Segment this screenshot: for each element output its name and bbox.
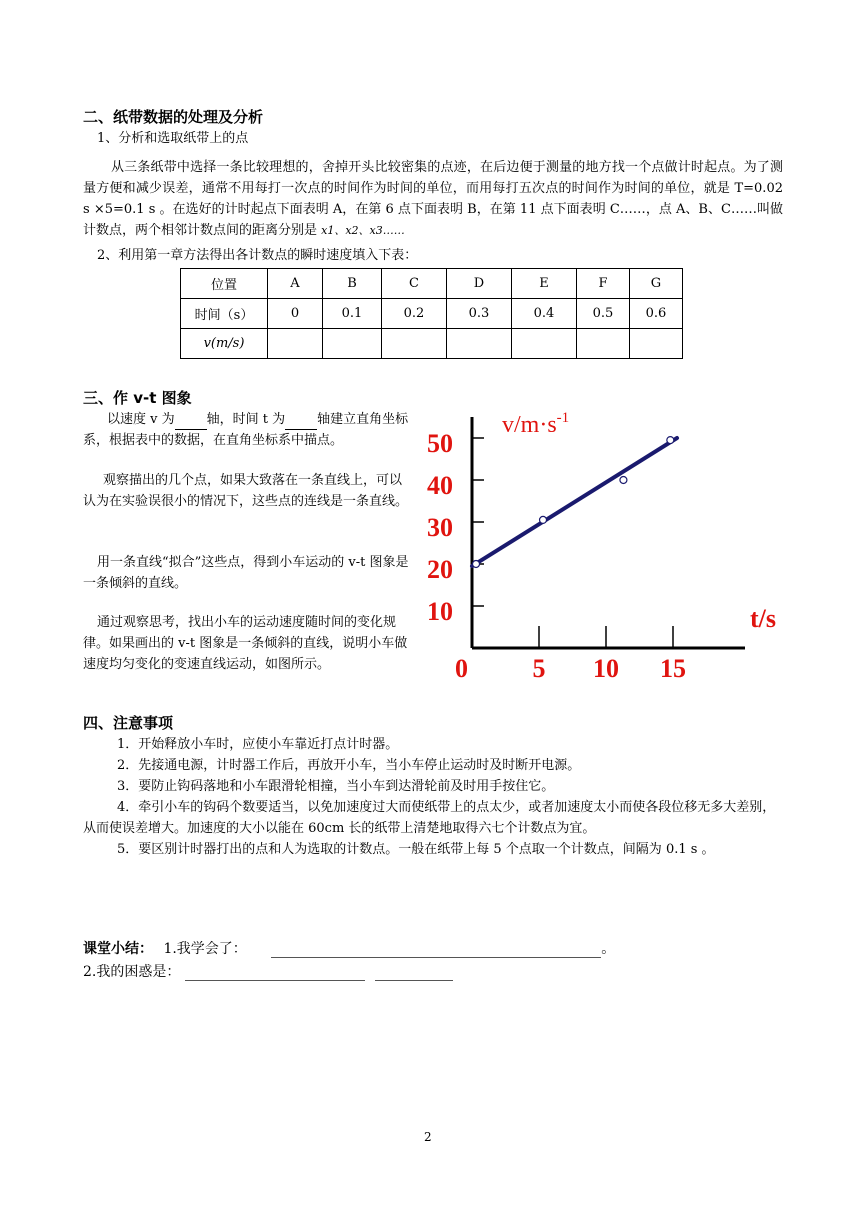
x-tick-label: 10 xyxy=(593,654,619,683)
blank-line xyxy=(285,415,317,430)
note-item: 3．要防止钩码落地和小车跟滑轮相撞，当小车到达滑轮前及时用手按住它。 xyxy=(117,779,555,794)
table-cell: 0.3 xyxy=(447,299,512,329)
summary-line1 xyxy=(83,938,615,958)
table-cell xyxy=(323,329,382,359)
data-point xyxy=(473,561,480,568)
velocity-table xyxy=(180,268,683,359)
blank-line xyxy=(175,415,207,430)
section2-item1: 1、分析和选取纸带上的点 xyxy=(97,131,249,146)
summary-blank xyxy=(375,966,453,981)
section2-paragraph-vars: x1、x2、x3…… xyxy=(321,224,405,237)
table-cell xyxy=(512,329,577,359)
summary-item2: 2.我的困惑是： xyxy=(83,964,181,980)
table-row xyxy=(181,269,683,299)
summary-line2 xyxy=(83,961,453,981)
data-point xyxy=(667,437,674,444)
section3-p3: 用一条直线“拟合”这些点，得到小车运动的 v-t 图象是一条倾斜的直线。 xyxy=(83,555,409,591)
table-row xyxy=(181,329,683,359)
table-cell xyxy=(447,329,512,359)
table-cell xyxy=(268,329,323,359)
section2-heading: 二、纸带数据的处理及分析 xyxy=(83,108,264,126)
table-header-cell: 位置 xyxy=(181,269,268,299)
table-cell: 0.1 xyxy=(323,299,382,329)
section3-p1b: 轴，时间 t 为 xyxy=(206,412,286,427)
table-cell xyxy=(382,329,447,359)
section2-paragraph xyxy=(83,157,783,241)
summary-label: 课堂小结： xyxy=(83,941,153,957)
table-row xyxy=(181,299,683,329)
table-cell: 0 xyxy=(268,299,323,329)
notes-list xyxy=(83,734,783,860)
y-axis-label xyxy=(502,410,569,438)
summary-blank xyxy=(185,966,365,981)
note-item: 2．先接通电源，计时器工作后，再放开小车，当小车停止运动时及时断开电源。 xyxy=(117,758,581,773)
table-cell: B xyxy=(323,269,382,299)
section3-heading: 三、作 v-t 图象 xyxy=(83,389,192,407)
section3-p1a: 以速度 v 为 xyxy=(107,412,175,427)
chart-ticklabels xyxy=(427,429,686,683)
section3-p1c: 轴建立直角坐标系，根据表中的数据，在直角坐标系中描点。 xyxy=(83,412,409,448)
summary-item1: 1.我学会了： xyxy=(163,941,247,957)
table-cell: A xyxy=(268,269,323,299)
table-cell: D xyxy=(447,269,512,299)
x-tick-label: 5 xyxy=(532,654,546,683)
table-cell: 0.4 xyxy=(512,299,577,329)
section3-p2: 观察描出的几个点，如果大致落在一条直线上，可以认为在实验误很小的情况下，这些点的连线是一条直线。 xyxy=(83,473,409,509)
chart-ticks xyxy=(472,438,673,648)
note-item: 1．开始释放小车时，应使小车靠近打点计时器。 xyxy=(117,737,399,752)
y-axis-label-sup: -1 xyxy=(556,410,570,426)
x-tick-label: 0 xyxy=(455,654,468,683)
y-tick-label: 20 xyxy=(427,555,453,584)
y-tick-label: 30 xyxy=(427,513,453,542)
table-header-cell: 时间（s） xyxy=(181,299,268,329)
note-item: 5．要区别计时器打出的点和人为选取的计数点。一般在纸带上每 5 个点取一个计数点，间隔为 0.1 s 。 xyxy=(117,842,715,857)
section3-p1 xyxy=(83,409,413,451)
table-cell: E xyxy=(512,269,577,299)
section3-p4: 通过观察思考，找出小车的运动速度随时间的变化规律。如果画出的 v-t 图象是一条倾斜的直线，说明小车做速度均匀变化的变速直线运动，如图所示。 xyxy=(83,615,408,672)
summary-blank xyxy=(271,943,601,958)
data-point xyxy=(540,516,547,523)
table-cell: 0.5 xyxy=(577,299,630,329)
y-tick-label: 50 xyxy=(427,429,453,458)
table-cell: 0.2 xyxy=(382,299,447,329)
y-tick-label: 40 xyxy=(427,471,453,500)
y-tick-label: 10 xyxy=(427,597,453,626)
table-cell xyxy=(630,329,683,359)
vt-chart xyxy=(415,395,800,690)
table-cell: F xyxy=(577,269,630,299)
x-axis-label: t/s xyxy=(750,604,776,633)
table-cell: 0.6 xyxy=(630,299,683,329)
table-cell: C xyxy=(382,269,447,299)
table-cell: G xyxy=(630,269,683,299)
page-number: 2 xyxy=(424,1130,432,1144)
section2-item2: 2、利用第一章方法得出各计数点的瞬时速度填入下表： xyxy=(97,248,418,263)
data-point xyxy=(620,477,627,484)
fit-line xyxy=(472,438,677,566)
table-header-cell: v(m/s) xyxy=(181,329,268,359)
summary-item1-end: 。 xyxy=(601,941,616,957)
section4-heading: 四、注意事项 xyxy=(83,714,174,732)
section2-paragraph-text: 从三条纸带中选择一条比较理想的，舍掉开头比较密集的点迹，在后边便于测量的地方找一个点做计时起点。为了测量方便和减少误差，通常不用每打一次点的时间作为时间的单位，而用每打五次点的时间作为时间的单位，就是 T=0.02 s ×5=0.1 s 。在选好的计时起点下面表明 A，在第 6 点下面表明 B，在第 11 点下面表明 C……，点 A、B、C……叫做计数点，两个相邻计数点间的距离分别是 xyxy=(83,160,783,238)
y-axis-label-text: v/m·s xyxy=(502,412,557,438)
x-tick-label: 15 xyxy=(660,654,686,683)
note-item: 4．牵引小车的钩码个数要适当，以免加速度过大而使纸带上的点太少，或者加速度太小而使各段位移无多大差别，从而使误差增大。加速度的大小以能在 60cm 长的纸带上清楚地取得六七个计数点为宜。 xyxy=(83,800,776,836)
table-cell xyxy=(577,329,630,359)
chart-axes xyxy=(472,417,745,648)
